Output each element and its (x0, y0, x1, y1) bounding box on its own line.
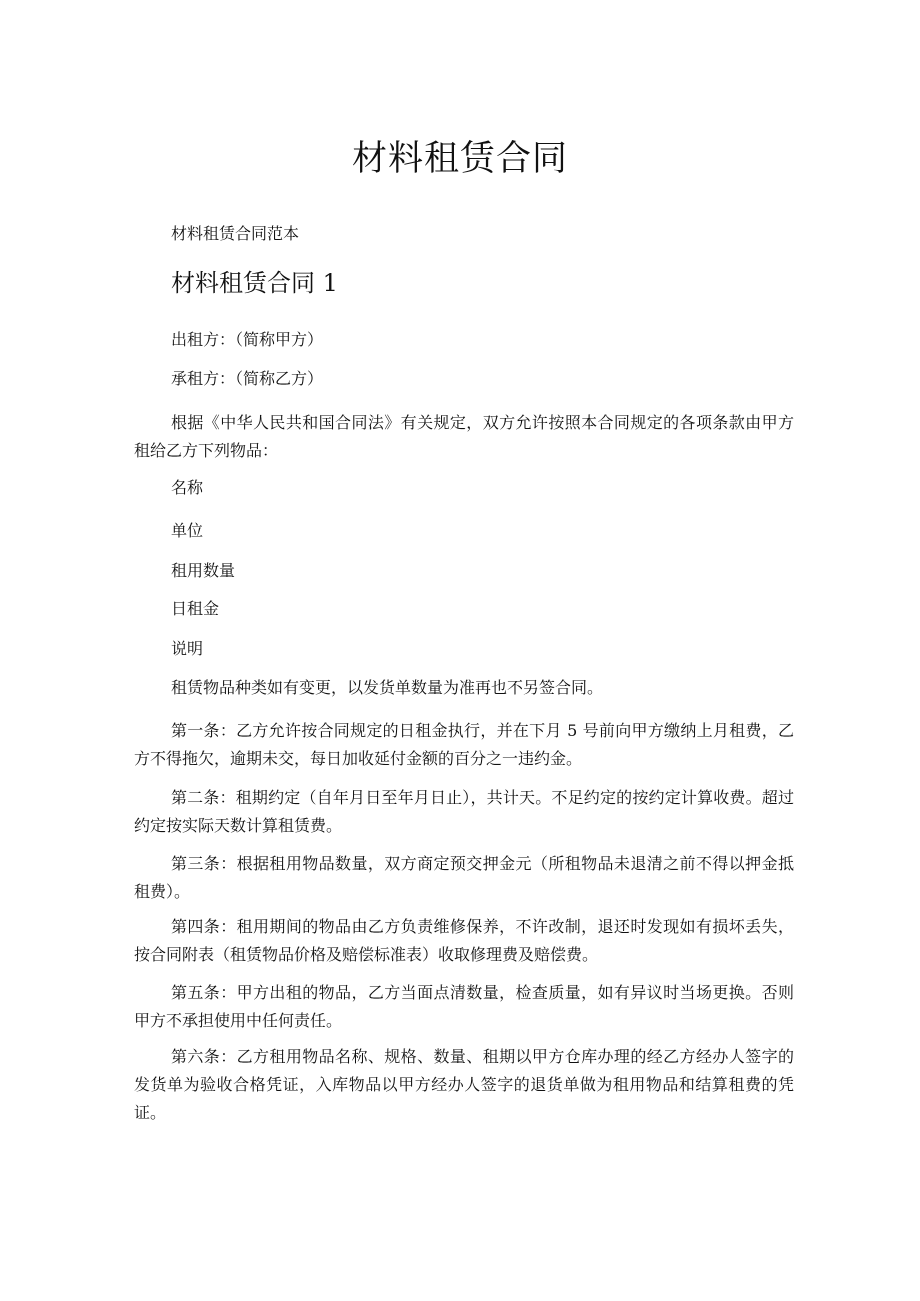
field-quantity: 租用数量 (171, 561, 236, 580)
lessee-line: 承租方：（简称乙方） (171, 369, 324, 388)
field-name: 名称 (171, 478, 204, 497)
article-6: 第六条：乙方租用物品名称、规格、数量、租期以甲方仓库办理的经乙方经办人签字的发货单为验收合格凭证，入库物品以甲方经办人签字的退货单做为租用物品和结算租费的凭证。 (134, 1047, 794, 1122)
article-4: 第四条：租用期间的物品由乙方负责维修保养，不许改制，退还时发现如有损坏丢失，按合同附表（租赁物品价格及赔偿标准表）收取修理费及赔偿费。 (134, 917, 794, 964)
field-daily-rent: 日租金 (171, 599, 220, 618)
document-title: 材料租赁合同 (351, 139, 568, 179)
field-unit: 单位 (171, 521, 204, 540)
contract-heading: 材料租赁合同 1 (171, 269, 338, 297)
intro-paragraph: 根据《中华人民共和国合同法》有关规定，双方允许按照本合同规定的各项条款由甲方租给乙方下列物品： (134, 413, 794, 460)
lessor-line: 出租方：（简称甲方） (171, 330, 324, 349)
article-1: 第一条：乙方允许按合同规定的日租金执行，并在下月 5 号前向甲方缴纳上月租费，乙方不得拖欠，逾期未交，每日加收延付金额的百分之一违约金。 (134, 721, 794, 768)
field-remark: 说明 (171, 639, 204, 658)
template-label: 材料租赁合同范本 (171, 224, 300, 243)
article-5: 第五条：甲方出租的物品，乙方当面点清数量，检查质量，如有异议时当场更换。否则甲方不承担使用中任何责任。 (134, 983, 794, 1030)
article-3: 第三条：根据租用物品数量，双方商定预交押金元（所租物品未退清之前不得以押金抵租费）。 (134, 854, 794, 901)
change-note: 租赁物品种类如有变更，以发货单数量为准再也不另签合同。 (171, 678, 604, 697)
article-2: 第二条：租期约定（自年月日至年月日止），共计天。不足约定的按约定计算收费。超过约定按实际天数计算租赁费。 (134, 788, 794, 835)
